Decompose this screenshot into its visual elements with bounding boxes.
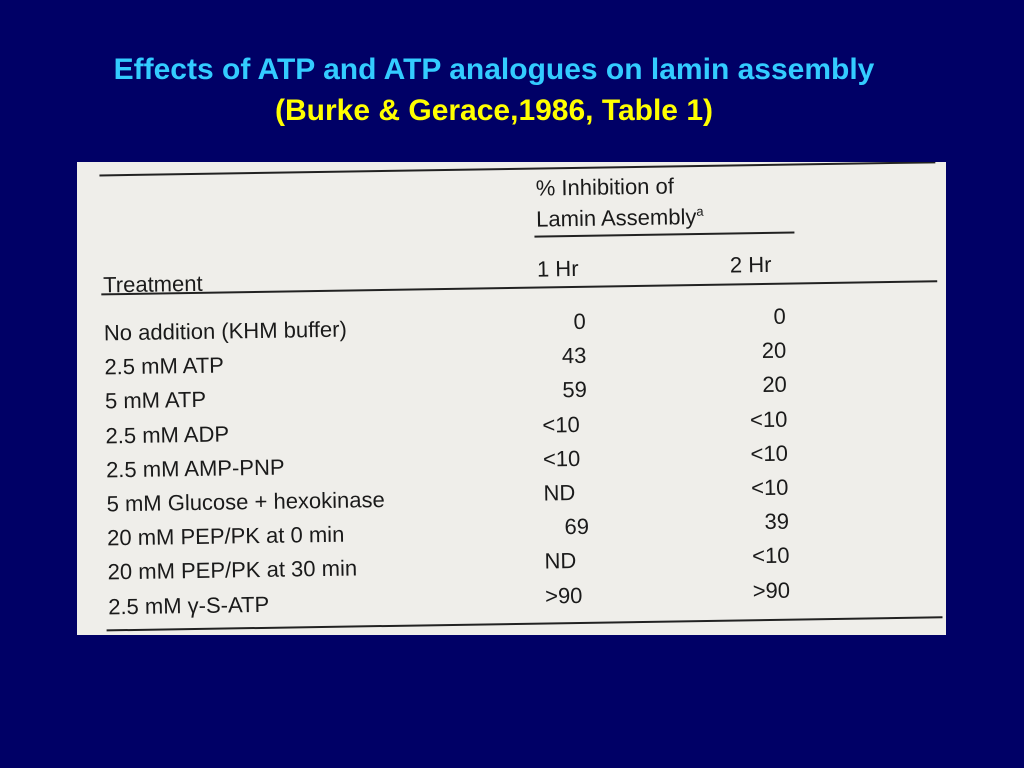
cell-2hr: <10 [751,542,790,569]
table-top-rule [99,162,935,176]
cell-treatment: 2.5 mM AMP-PNP [105,454,285,483]
cell-2hr: <10 [750,474,789,501]
cell-1hr: <10 [542,411,580,438]
cell-2hr: 39 [764,508,790,535]
column-header-2hr: 2 Hr [729,251,772,278]
cell-2hr: >90 [752,577,791,603]
cell-2hr: <10 [750,440,789,467]
cell-treatment: 2.5 mM ADP [105,421,230,448]
cell-treatment: 5 mM ATP [104,387,207,414]
cell-1hr: <10 [542,445,581,472]
footnote-marker: a [696,203,704,219]
slide-subtitle: (Burke & Gerace,1986, Table 1) [275,94,713,127]
cell-treatment: 2.5 mM ATP [104,352,225,380]
table-body [77,303,946,628]
column-header-treatment: Treatment [102,270,203,298]
cell-2hr: 0 [773,303,786,329]
cell-1hr: ND [543,479,576,506]
column-header-1hr: 1 Hr [536,255,579,282]
group-header-text: Lamin Assembly [535,204,697,232]
group-header-line2 [536,204,704,233]
cell-1hr: 0 [573,308,586,335]
data-table [77,162,946,635]
table-header-rule [101,280,937,295]
group-header-rule [534,232,794,238]
slide-title: Effects of ATP and ATP analogues on lamin assembly [113,53,875,86]
cell-treatment: 5 mM Glucose + hexokinase [106,486,385,517]
cell-2hr: <10 [749,406,788,432]
cell-treatment: No addition (KHM buffer) [103,316,348,346]
cell-treatment: 20 mM PEP/PK at 30 min [107,555,358,585]
cell-1hr: >90 [544,582,583,608]
cell-treatment: 20 mM PEP/PK at 0 min [106,521,345,551]
cell-1hr: 43 [561,343,587,369]
cell-1hr: 59 [562,377,588,403]
table-image [77,162,946,635]
cell-1hr: 69 [564,513,590,540]
group-header-line1: % Inhibition of [535,173,675,201]
cell-treatment: 2.5 mM γ-S-ATP [108,591,270,619]
cell-2hr: 20 [762,372,788,398]
cell-1hr: ND [544,548,577,574]
cell-2hr: 20 [761,337,787,364]
